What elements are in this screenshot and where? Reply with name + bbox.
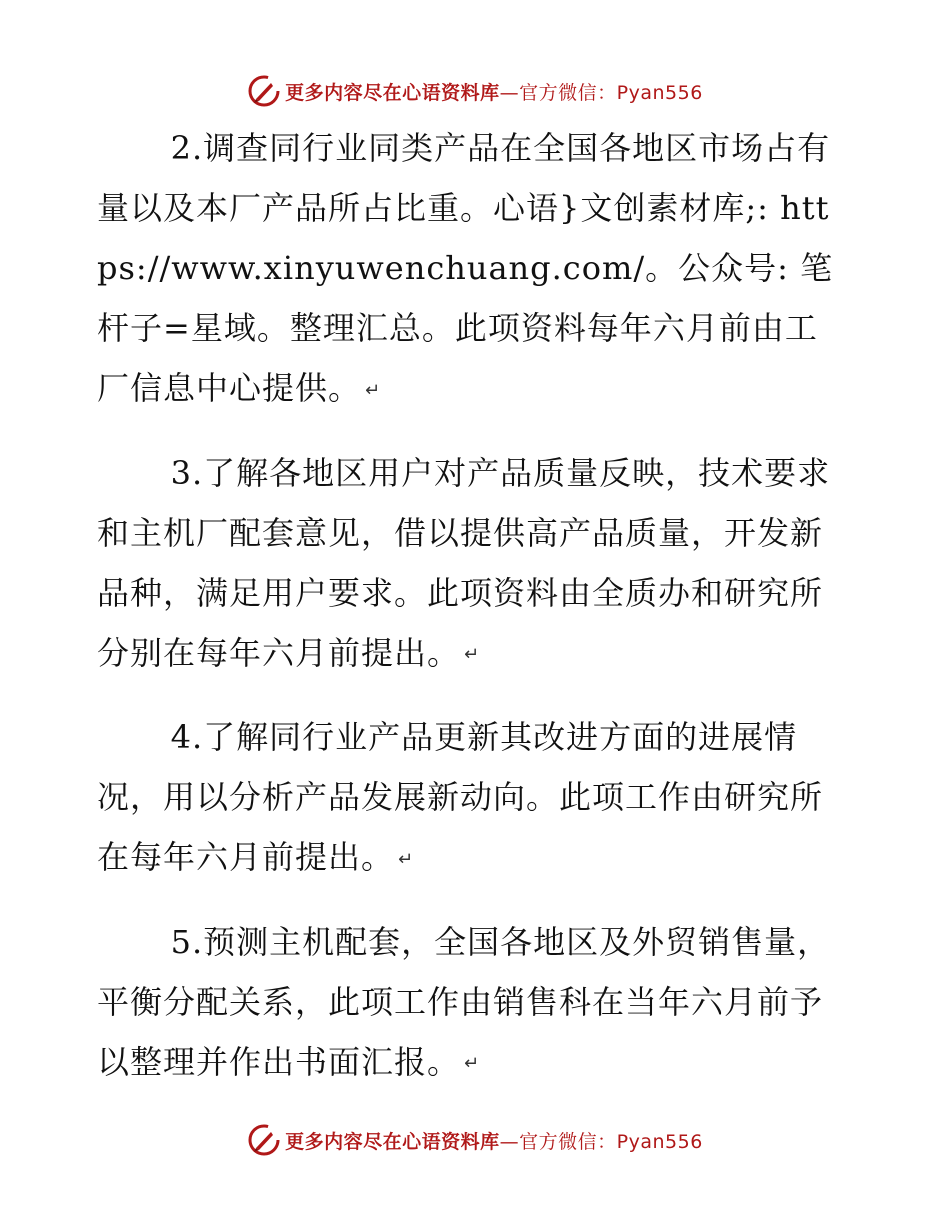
paragraph-text: 4.了解同行业产品更新其改进方面的进展情况，用以分析产品发展新动向。此项工作由研究所在每年六月前提出。 bbox=[97, 718, 824, 876]
paragraph-3 bbox=[97, 443, 849, 686]
paragraph-mark: ↵ bbox=[464, 1053, 480, 1074]
paragraph-5 bbox=[97, 912, 849, 1095]
pen-feather-logo-icon bbox=[247, 1123, 281, 1157]
paragraph-4 bbox=[97, 707, 849, 890]
banner-title: 更多内容尽在心语资料库 bbox=[285, 81, 500, 104]
footer-banner bbox=[0, 1120, 950, 1160]
paragraph-text: 2.调查同行业同类产品在全国各地区市场占有量以及本厂产品所占比重。心语}文创素材库;: https://www.xinyuwenchuang.com/。公众号: 笔杆子=星域。整理汇总。此项资料每年六月前由工厂信息中心提供。 bbox=[97, 129, 834, 407]
paragraph-mark: ↵ bbox=[365, 379, 381, 401]
paragraph-2 bbox=[97, 118, 849, 421]
paragraph-mark: ↵ bbox=[464, 644, 480, 665]
banner-contact: —官方微信：Pyan556 bbox=[499, 1130, 703, 1153]
pen-feather-logo-icon bbox=[247, 74, 281, 108]
banner-contact: —官方微信：Pyan556 bbox=[499, 81, 703, 104]
banner-title: 更多内容尽在心语资料库 bbox=[285, 1130, 500, 1153]
paragraph-text: 3.了解各地区用户对产品质量反映，技术要求和主机厂配套意见，借以提供高产品质量，开发新品种，满足用户要求。此项资料由全质办和研究所分别在每年六月前提出。 bbox=[97, 453, 831, 672]
paragraph-text: 5.预测主机配套，全国各地区及外贸销售量，平衡分配关系，此项工作由销售科在当年六月前予以整理并作出书面汇报。 bbox=[97, 922, 831, 1081]
header-banner bbox=[0, 71, 950, 111]
paragraph-mark: ↵ bbox=[398, 848, 414, 870]
document-body bbox=[97, 118, 849, 1116]
